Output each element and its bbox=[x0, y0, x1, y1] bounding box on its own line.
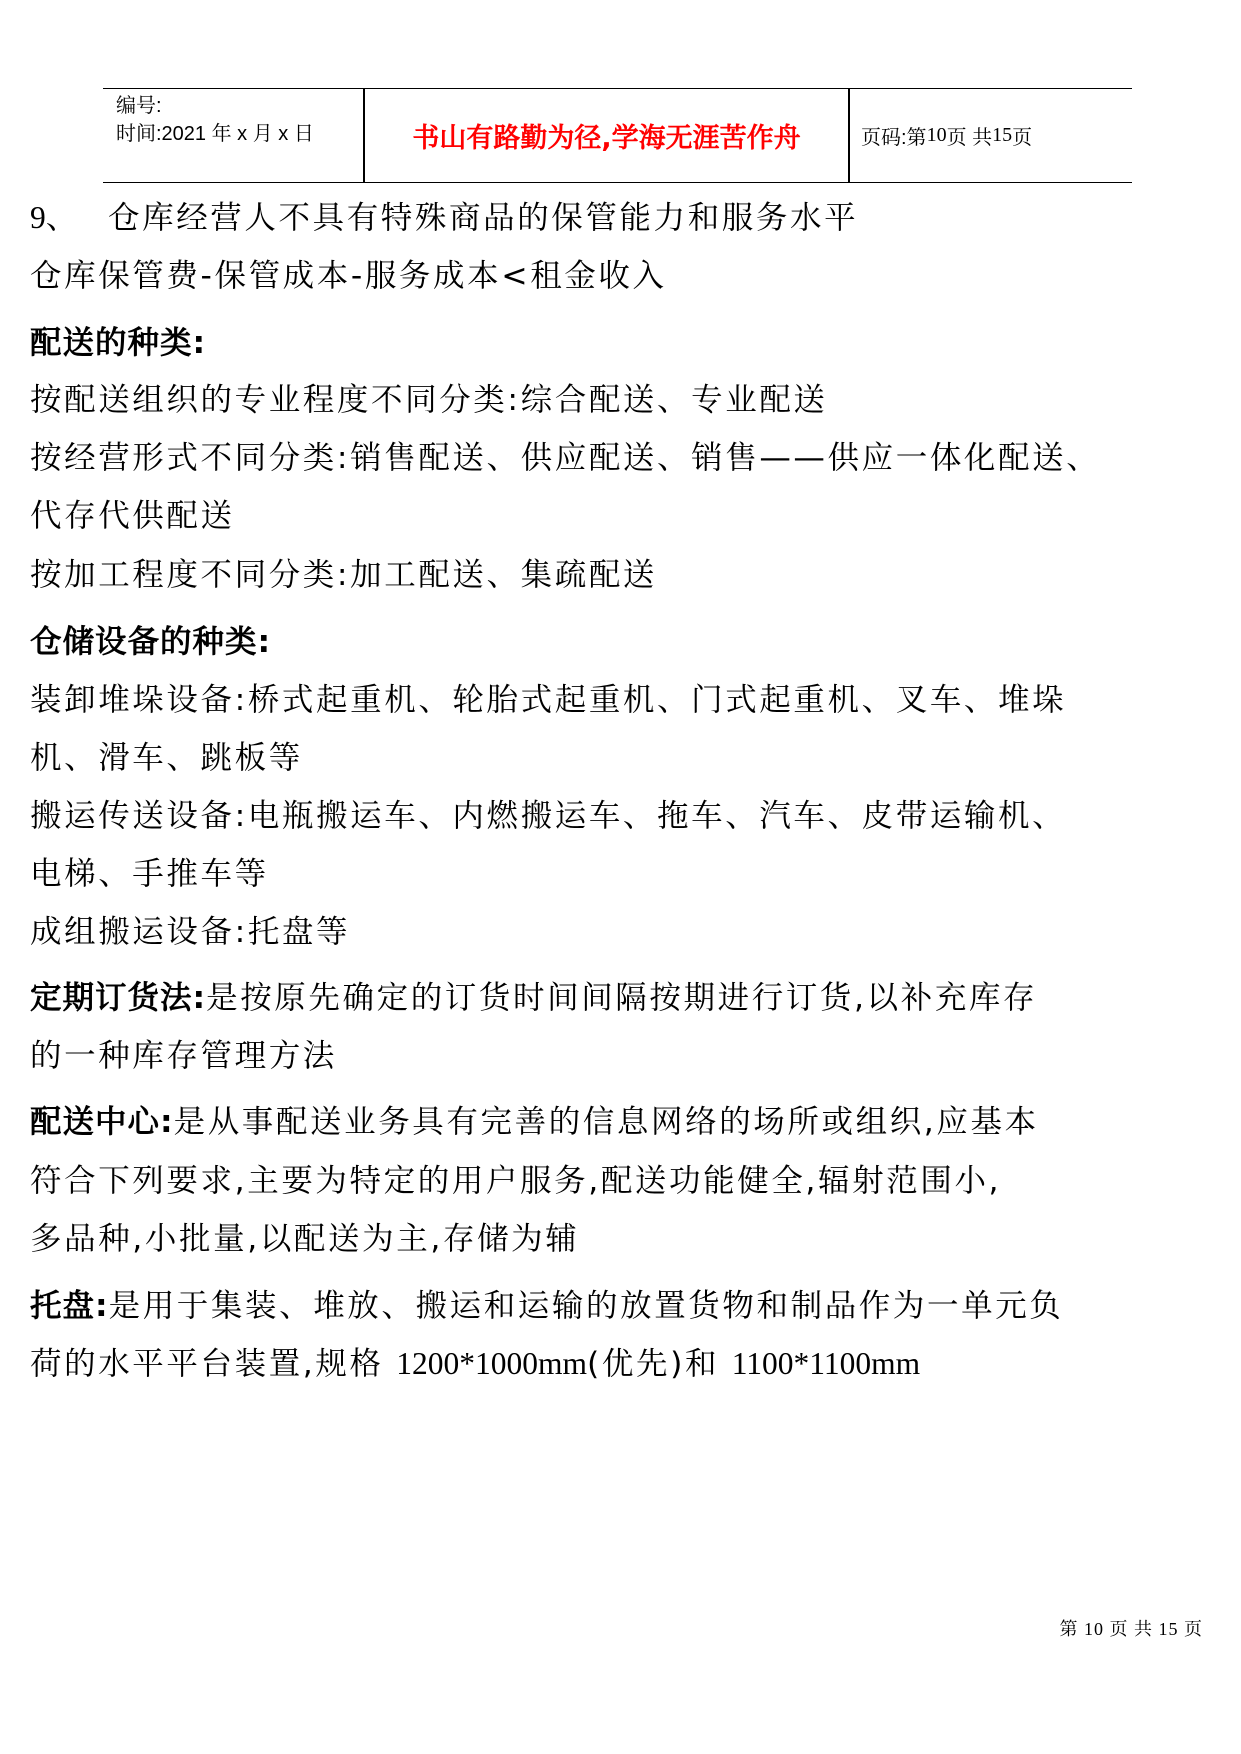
equipment-3: 成组搬运设备:托盘等 bbox=[30, 914, 351, 950]
distribution-type-2-cont: 代存代供配送 bbox=[30, 498, 235, 534]
term-pallet bbox=[30, 1286, 1063, 1326]
header-divider bbox=[848, 89, 850, 182]
distribution-type-2: 按经营形式不同分类:销售配送、供应配送、销售——供应一体化配送、 bbox=[30, 440, 1101, 476]
page-middle: 页 共 bbox=[946, 127, 993, 149]
term-definition: 是按原先确定的订货时间间隔按期进行订货,以补充库存 bbox=[206, 980, 1038, 1016]
page-footer: 第 10 页 共 15 页 bbox=[1059, 1619, 1203, 1639]
header-motto: 书山有路勤为径,学海无涯苦作舟 bbox=[412, 123, 801, 154]
heading-distribution-types: 配送的种类: bbox=[30, 325, 207, 361]
distribution-type-1: 按配送组织的专业程度不同分类:综合配送、专业配送 bbox=[30, 382, 828, 418]
distribution-type-3: 按加工程度不同分类:加工配送、集疏配送 bbox=[30, 557, 658, 593]
page-prefix: 页码:第 bbox=[861, 127, 927, 149]
page-total: 15 bbox=[992, 124, 1013, 146]
term-definition: 是用于集装、堆放、搬运和运输的放置货物和制品作为一单元负 bbox=[108, 1288, 1064, 1324]
page-suffix: 页 bbox=[1012, 127, 1033, 149]
term-definition: 是从事配送业务具有完善的信息网络的场所或组织,应基本 bbox=[173, 1104, 1039, 1140]
header-meta bbox=[116, 92, 356, 148]
term-distribution-center-cont: 多品种,小批量,以配送为主,存储为辅 bbox=[30, 1221, 580, 1257]
item-9-text: 仓库经营人不具有特殊商品的保管能力和服务水平 bbox=[108, 200, 859, 236]
term-distribution-center bbox=[30, 1102, 1039, 1142]
equipment-2: 搬运传送设备:电瓶搬运车、内燃搬运车、拖车、汽车、皮带运输机、 bbox=[30, 798, 1067, 834]
term-periodic-ordering bbox=[30, 978, 1037, 1018]
term-label: 托盘: bbox=[30, 1288, 109, 1324]
page-current: 10 bbox=[926, 124, 947, 146]
term-periodic-ordering-cont: 的一种库存管理方法 bbox=[30, 1038, 337, 1074]
pallet-spec-text: (优先)和 bbox=[587, 1346, 732, 1382]
pallet-spec-size-1: 1200*1000mm bbox=[396, 1346, 587, 1381]
equipment-1-cont: 机、滑车、跳板等 bbox=[30, 740, 303, 776]
equipment-1: 装卸堆垛设备:桥式起重机、轮胎式起重机、门式起重机、叉车、堆垛 bbox=[30, 682, 1067, 718]
term-pallet-cont bbox=[30, 1344, 920, 1384]
page-header bbox=[103, 88, 1132, 183]
term-label: 配送中心: bbox=[30, 1104, 174, 1140]
term-label: 定期订货法: bbox=[30, 980, 207, 1016]
term-distribution-center-cont: 符合下列要求,主要为特定的用户服务,配送功能健全,辐射范围小, bbox=[30, 1163, 1002, 1199]
serial-number-label: 编号: bbox=[116, 95, 162, 117]
formula-line: 仓库保管费-保管成本-服务成本<租金收入 bbox=[30, 258, 667, 294]
item-9 bbox=[30, 198, 858, 238]
pallet-spec-size-2: 1100*1100mm bbox=[731, 1346, 921, 1381]
equipment-2-cont: 电梯、手推车等 bbox=[30, 856, 269, 892]
time-label: 时间:2021 年 x 月 x 日 bbox=[116, 123, 314, 145]
item-9-number: 9、 bbox=[30, 200, 78, 235]
heading-storage-equipment: 仓储设备的种类: bbox=[30, 624, 272, 660]
header-page-number bbox=[861, 89, 1032, 182]
pallet-spec-text: 荷的水平平台装置,规格 bbox=[30, 1346, 397, 1382]
